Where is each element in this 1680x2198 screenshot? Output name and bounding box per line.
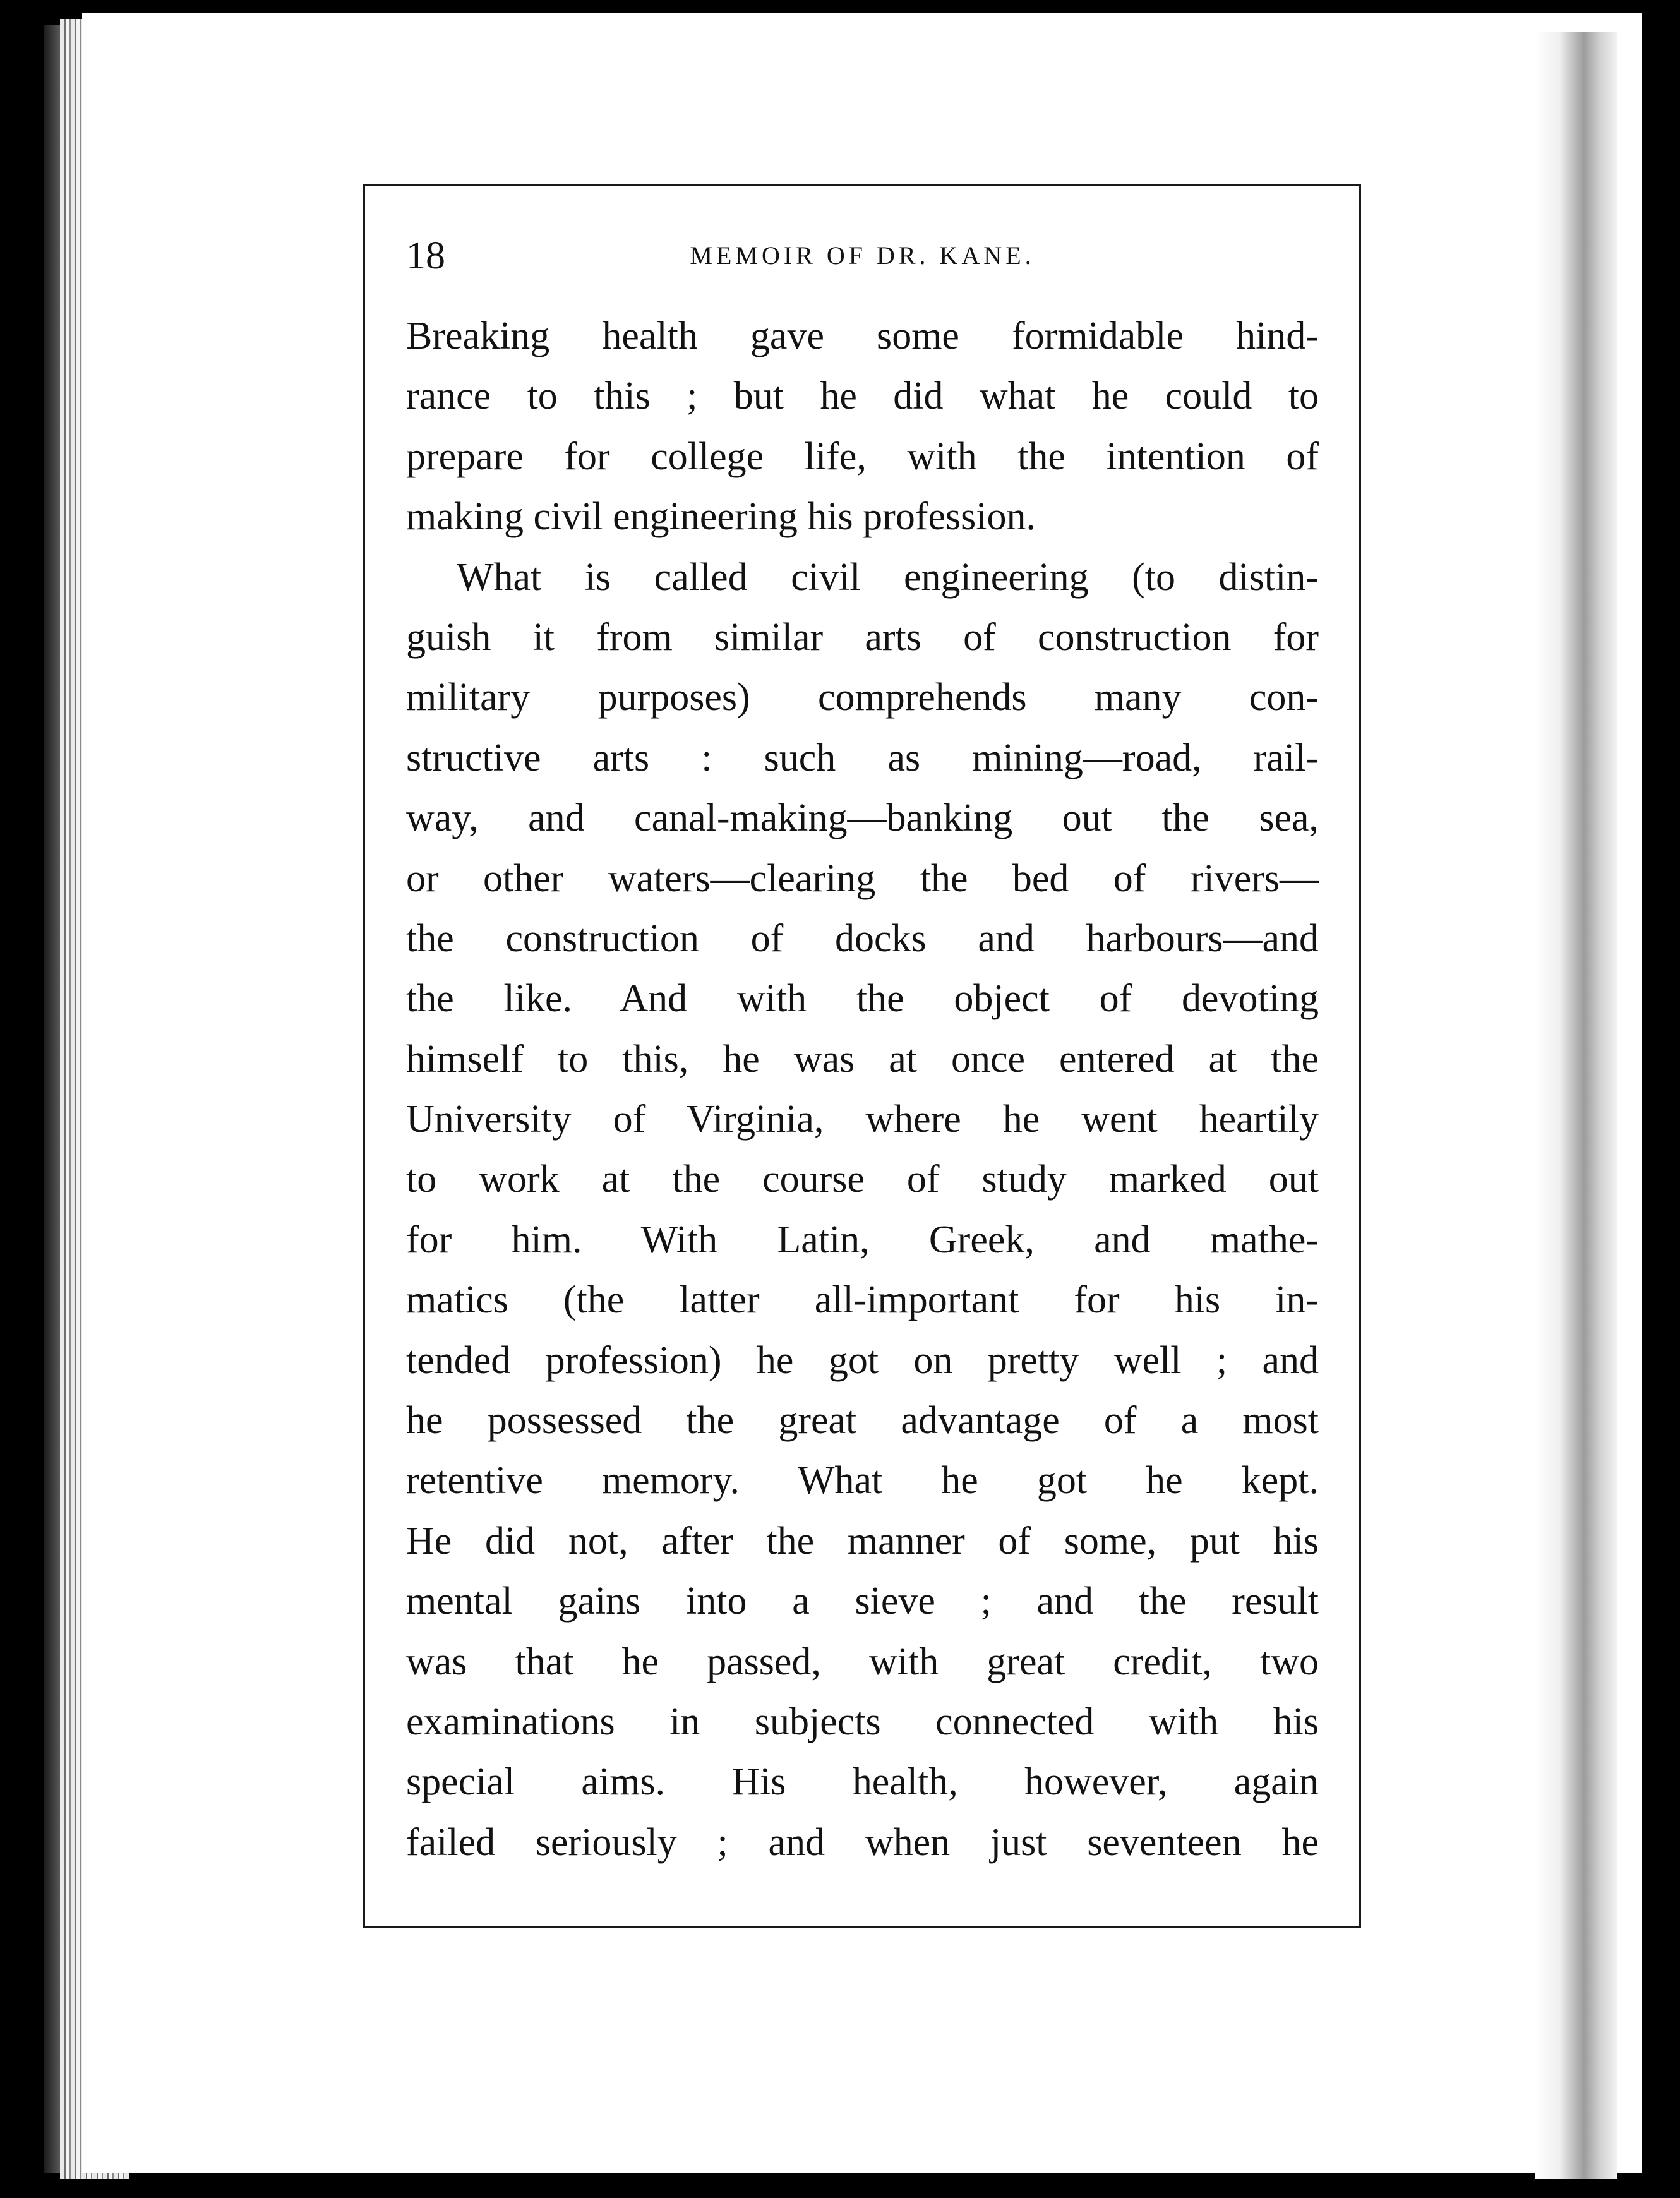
text-line: or other waters—clearing the bed of rivers— bbox=[406, 856, 1319, 900]
text-line: he possessed the great advantage of a most bbox=[406, 1399, 1319, 1443]
running-title: MEMOIR OF DR. KANE. bbox=[690, 241, 1035, 270]
text-line: Breaking health gave some formidable hind- bbox=[406, 315, 1319, 357]
text-line: rance to this ; but he did what he could to bbox=[406, 375, 1319, 418]
paragraph-1 bbox=[406, 306, 1319, 548]
text-line: the construction of docks and harbours—and bbox=[406, 916, 1319, 960]
text-block bbox=[363, 184, 1361, 1928]
text-line: himself to this, he was at once entered at the bbox=[406, 1037, 1319, 1081]
text-line: University of Virginia, where he went heartily bbox=[406, 1098, 1319, 1141]
text-line: military purposes) comprehends many con- bbox=[406, 676, 1319, 719]
page-number: 18 bbox=[406, 234, 445, 277]
text-line: prepare for college life, with the intention of bbox=[406, 435, 1319, 478]
text-line: matics (the latter all-important for his in- bbox=[406, 1278, 1319, 1322]
text-line: for him. With Latin, Greek, and mathe- bbox=[406, 1218, 1319, 1261]
text-line: retentive memory. What he got he kept. bbox=[406, 1459, 1319, 1503]
text-line: way, and canal-making—banking out the sea, bbox=[406, 796, 1319, 840]
body-text bbox=[406, 306, 1319, 1873]
text-line: examinations in subjects connected with his bbox=[406, 1700, 1319, 1743]
running-head bbox=[406, 231, 1319, 281]
text-line: structive arts : such as mining—road, rail- bbox=[406, 736, 1319, 779]
text-line: guish it from similar arts of construction for bbox=[406, 615, 1319, 659]
text-line: mental gains into a sieve ; and the result bbox=[406, 1580, 1319, 1623]
text-line: was that he passed, with great credit, two bbox=[406, 1640, 1319, 1683]
text-line: special aims. His health, however, again bbox=[406, 1760, 1319, 1804]
text-line: the like. And with the object of devoting bbox=[406, 977, 1319, 1021]
text-line: tended profession) he got on pretty well ; and bbox=[406, 1338, 1319, 1382]
paragraph-2 bbox=[406, 548, 1319, 1873]
text-line: failed seriously ; and when just seventeen he bbox=[406, 1820, 1319, 1864]
gutter-shadow bbox=[1535, 32, 1617, 2179]
text-line: making civil engineering his profession. bbox=[406, 495, 1036, 539]
text-line: to work at the course of study marked out bbox=[406, 1158, 1319, 1201]
text-line: What is called civil engineering (to distin- bbox=[457, 555, 1319, 599]
text-line: He did not, after the manner of some, put his bbox=[406, 1519, 1319, 1563]
